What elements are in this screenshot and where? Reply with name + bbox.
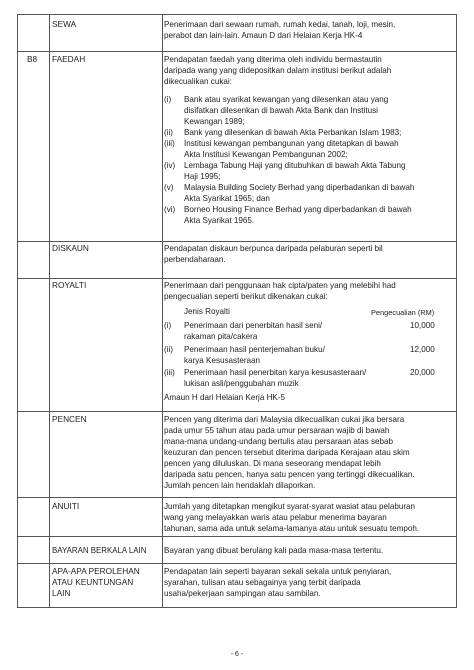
pencen-desc-line: daripada satu pencen, hanya satu pencen yang tertinggi dikecualikan. [164, 470, 415, 479]
list-number: (iv) [164, 161, 176, 170]
list-text-line: lukisan asli/penggubahan muzik [184, 379, 299, 388]
pencen-desc-line: Pencen yang diterima dari Malaysia dikecualikan cukai jika bersara [164, 415, 405, 424]
anuiti-desc-line: wang yang melayakkan waris atau pelabur menerima bayaran [164, 513, 387, 522]
list-text-line: Akta Syarikat 1965; dan [184, 194, 270, 203]
list-text-line: Institusi kewangan pembangunan yang ditetapkan di bawah [184, 139, 399, 148]
row-label-royalti: ROYALTI [52, 280, 87, 290]
pencen-desc-line: Jumlah pencen lain hendaklah dilaporkan. [164, 481, 316, 490]
column-divider [162, 15, 163, 607]
row-label-diskaun: DISKAUN [52, 243, 89, 253]
row-divider [18, 51, 456, 52]
sewa-desc-line: Penerimaan dari sewaan rumah, rumah kedai, tanah, loji, mesin, [164, 20, 396, 29]
list-number: (iii) [164, 368, 175, 377]
list-text-line: Akta Syarikat 1965. [184, 216, 255, 225]
list-number: (ii) [164, 345, 173, 354]
royalti-footnote: Amaun H dari Helaian Kerja HK-5 [164, 393, 286, 402]
list-number: (iii) [164, 139, 175, 148]
list-text-line: Haji 1995; [184, 172, 221, 181]
pencen-desc-line: keuzuran dan pencen tersebut diterima daripada Kerajaan atau skim [164, 448, 410, 457]
anuiti-desc-line: Jumlah yang ditetapkan mengikut syarat-syarat wasiat atau pelaburan [164, 502, 416, 511]
faedah-intro-line: Pendapatan faedah yang diterima oleh individu bermastautin [164, 55, 382, 64]
list-text-line: Malaysia Building Society Berhad yang diperbadankan di bawah [184, 183, 415, 192]
anuiti-desc-line: tahunan, sama ada untuk selama-lamanya atau untuk sesuatu tempoh. [164, 524, 420, 533]
apa-desc-line: Pendapatan lain seperti bayaran sekali sekala untuk penyiaran, [164, 567, 392, 576]
list-text-line: Penerimaan dari penerbitan hasil seni/ [184, 321, 323, 330]
list-text-line: karya Kesusasteraan [184, 356, 261, 365]
apa-desc-line: usaha/pekerjaan sampingan atau sambilan. [164, 589, 321, 598]
pencen-desc-line: pada umur 55 tahun atau pada umur persaraan wajib di bawah [164, 426, 390, 435]
list-text-line: Bank atau syarikat kewangan yang dilesenkan atau yang [184, 95, 389, 104]
royalti-intro-line: Penerimaan dari penggunaan hak cipta/paten yang melebihi had [164, 281, 396, 290]
list-text-line: disifatkan dilesenkan di bawah Akta Bank dan Institusi [184, 106, 378, 115]
list-text-line: Bank yang dilesenkan di bawah Akta Perbankan Islam 1983; [184, 128, 402, 137]
list-number: (i) [164, 321, 172, 330]
row-divider [18, 241, 456, 242]
pencen-desc-line: mana-mana undang-undang bertulis atau persaraan atas sebab [164, 437, 394, 446]
sewa-desc-line: perabot dan lain-lain. Amaun D dari Helaian Kerja HK-4 [164, 31, 363, 40]
exemption-amount: 20,000 [410, 368, 435, 377]
diskaun-desc-line: perbendaharaan. [164, 255, 226, 264]
royalti-column-type: Jenis Royalti [184, 307, 230, 316]
list-text-line: Lembaga Tabung Haji yang ditubuhkan di bawah Akta Tabung [184, 161, 406, 170]
exemption-amount: 10,000 [410, 321, 435, 330]
row-divider [18, 497, 456, 498]
list-text-line: Penerimaan hasil penerbitan karya kesusasteraan/ [184, 368, 367, 377]
list-text-line: Akta Institusi Kewangan Pembangunan 2002; [184, 150, 348, 159]
exemption-amount: 12,000 [410, 345, 435, 354]
faedah-intro-line: dikecualikan cukai: [164, 77, 232, 86]
row-divider [18, 563, 456, 564]
faedah-intro-line: daripada wang yang didepositkan dalam institusi berikut adalah [164, 66, 392, 75]
royalti-column-exemption: Pengecualian (RM) [371, 308, 435, 317]
royalti-intro-line: pengecualian seperti berikut dikenakan cukai: [164, 292, 328, 301]
list-number: (ii) [164, 128, 173, 137]
list-number: (i) [164, 95, 172, 104]
row-divider [18, 536, 456, 537]
row-label-apa-apa-perolehan: ATAU KEUNTUNGAN [52, 577, 134, 587]
list-number: (vi) [164, 205, 176, 214]
row-label-anuiti: ANUITI [52, 501, 80, 511]
page-number: - 6 - [230, 651, 244, 658]
row-label-apa-apa-perolehan: APA-APA PEROLEHAN [52, 566, 140, 576]
row-divider [18, 278, 456, 279]
row-divider [18, 411, 456, 412]
column-divider [49, 15, 50, 607]
bayaran-desc-line: Bayaran yang dibuat berulang kali pada masa-masa tertentu. [164, 546, 384, 555]
row-label-faedah: FAEDAH [52, 54, 86, 64]
pencen-desc-line: pencen yang diluluskan. Di mana seseorang mendapat lebih [164, 459, 381, 468]
row-label-pencen: PENCEN [52, 414, 87, 424]
list-text-line: Borneo Housing Finance Berhad yang diperbadankan di bawah [184, 205, 412, 214]
row-label-sewa: SEWA [52, 19, 77, 29]
row-label-apa-apa-perolehan: LAIN [52, 588, 71, 598]
list-text-line: Kewangan 1989; [184, 117, 245, 126]
row-code-b8: B8 [27, 54, 38, 64]
diskaun-desc-line: Pendapatan diskaun berpunca daripada pelaburan seperti bil [164, 244, 383, 253]
apa-desc-line: syarahan, tulisan atau sebagainya yang terbit daripada [164, 578, 361, 587]
row-label-bayaran-berkala-lain: BAYARAN BERKALA LAIN [52, 546, 147, 555]
list-number: (v) [164, 183, 174, 192]
list-text-line: rakaman pita/cakera [184, 332, 258, 341]
list-text-line: Penerimaan hasil penterjemahan buku/ [184, 345, 325, 354]
